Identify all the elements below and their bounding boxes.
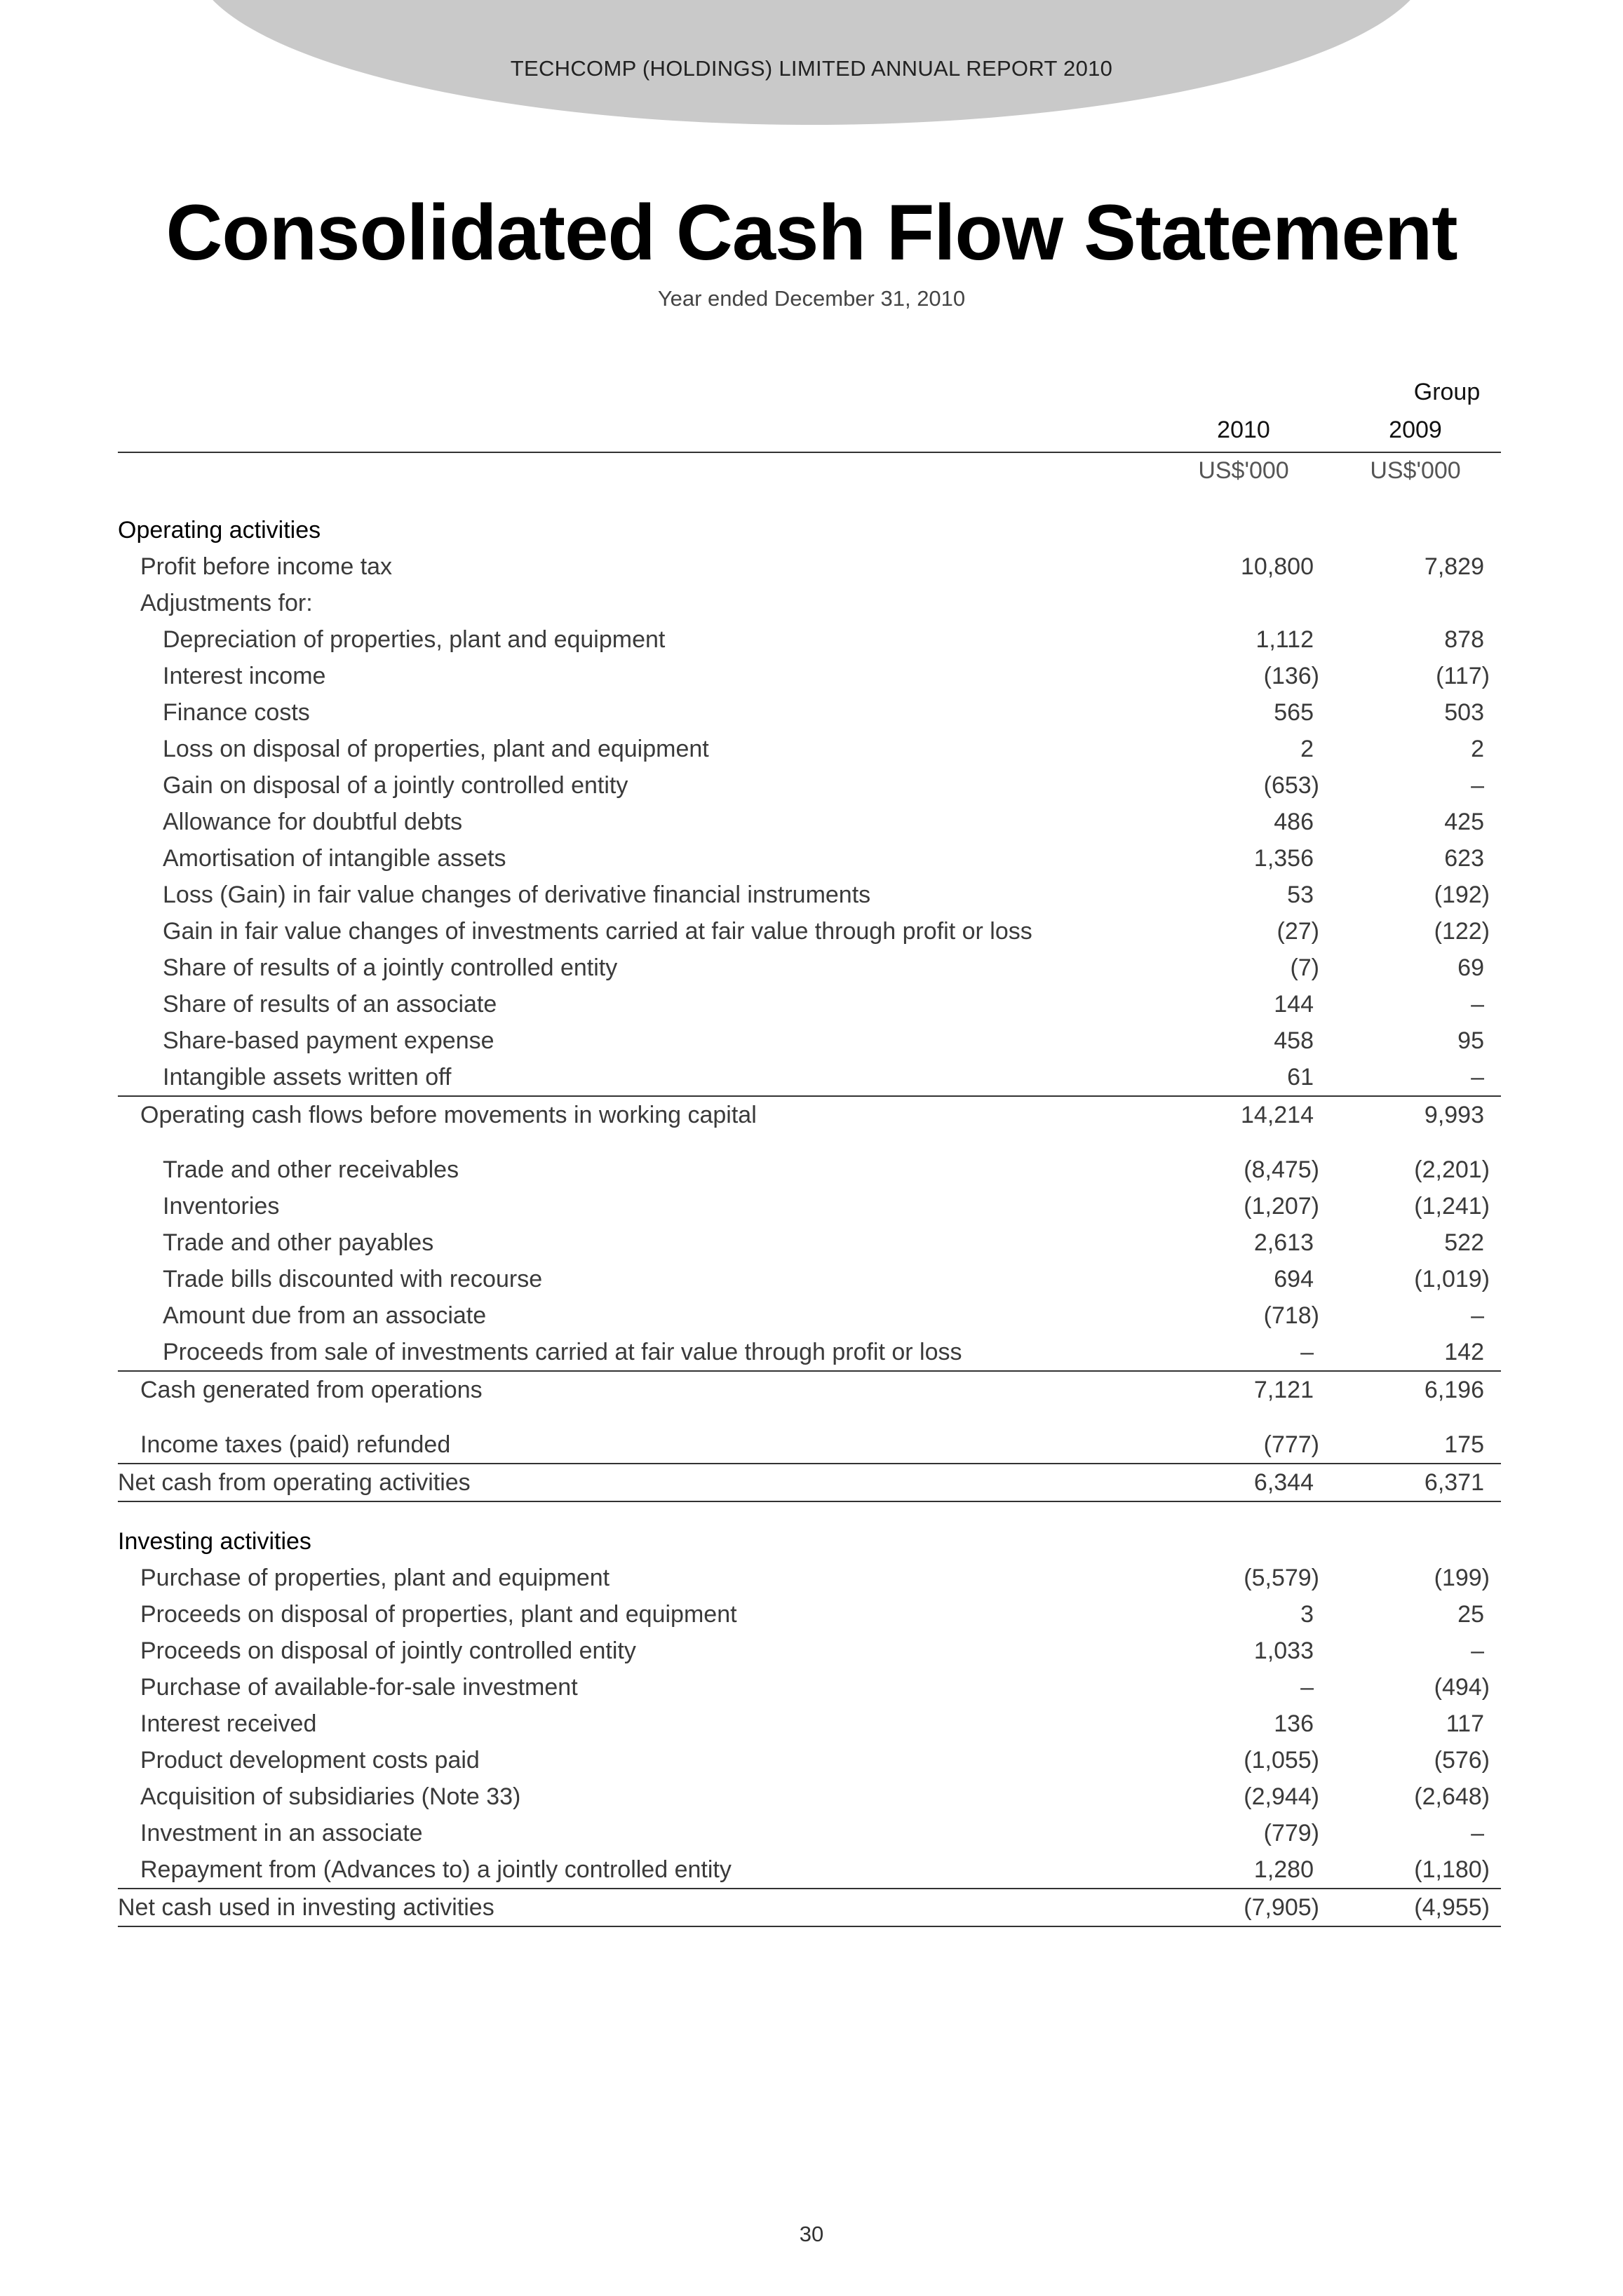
operating-cash-flows-row: Operating cash flows before movements in working capital 14,214 9,993 bbox=[118, 1095, 1501, 1133]
page-subtitle: Year ended December 31, 2010 bbox=[657, 286, 966, 311]
currency-2010-header: US$'000 bbox=[1198, 457, 1289, 484]
table-row: Proceeds from sale of investments carried at fair value through profit or loss – 142 bbox=[163, 1339, 1484, 1365]
investing-list bbox=[118, 1560, 1501, 1888]
cash-flow-statement bbox=[118, 376, 1501, 1927]
table-row: Interest income (136) (117) bbox=[163, 663, 1490, 689]
year-2009-header: 2009 bbox=[1389, 417, 1442, 443]
group-label: Group bbox=[1413, 379, 1481, 405]
table-row: Interest received 136 117 bbox=[140, 1710, 1484, 1737]
page-number: 30 bbox=[799, 2222, 824, 2246]
net-cash-investing-row: Net cash used in investing activities (7,905) (4,955) bbox=[118, 1888, 1501, 1927]
table-row: Proceeds on disposal of properties, plant and equipment 3 25 bbox=[140, 1601, 1484, 1628]
table-row: Allowance for doubtful debts 486 425 bbox=[163, 809, 1484, 835]
working-capital-list bbox=[118, 1152, 1501, 1370]
year-2010-header: 2010 bbox=[1217, 417, 1270, 443]
table-row: Share-based payment expense 458 95 bbox=[163, 1027, 1484, 1054]
table-row: Product development costs paid (1,055) (576) bbox=[140, 1747, 1490, 1774]
table-row: Trade bills discounted with recourse 694 (1,019) bbox=[163, 1266, 1490, 1292]
currency-2009-header: US$'000 bbox=[1370, 457, 1461, 484]
table-row: Finance costs 565 503 bbox=[163, 699, 1484, 726]
adjustments-label: Adjustments for: bbox=[140, 590, 313, 616]
table-row: Share of results of an associate 144 – bbox=[163, 991, 1484, 1018]
table-row: Gain on disposal of a jointly controlled entity (653) – bbox=[163, 772, 1484, 799]
table-row: Trade and other receivables (8,475) (2,201) bbox=[163, 1156, 1490, 1183]
column-group-header bbox=[118, 376, 1501, 414]
table-row: Depreciation of properties, plant and equipment 1,112 878 bbox=[163, 626, 1484, 653]
income-taxes-row: Income taxes (paid) refunded (777) 175 bbox=[140, 1431, 1484, 1458]
table-row: Repayment from (Advances to) a jointly controlled entity 1,280 (1,180) bbox=[140, 1856, 1490, 1883]
column-year-header bbox=[118, 414, 1501, 453]
table-row: Share of results of a jointly controlled entity (7) 69 bbox=[163, 954, 1484, 981]
table-row: Investment in an associate (779) – bbox=[140, 1820, 1484, 1846]
table-row: Amortisation of intangible assets 1,356 623 bbox=[163, 845, 1484, 872]
section-heading-investing: Investing activities bbox=[118, 1528, 311, 1555]
table-row: Intangible assets written off 61 – bbox=[163, 1064, 1484, 1090]
report-header: TECHCOMP (HOLDINGS) LIMITED ANNUAL REPORT 2010 bbox=[510, 56, 1113, 81]
table-row: Acquisition of subsidiaries (Note 33) (2,944) (2,648) bbox=[140, 1783, 1490, 1810]
table-row: Inventories (1,207) (1,241) bbox=[163, 1193, 1490, 1220]
table-row: Proceeds on disposal of jointly controlled entity 1,033 – bbox=[140, 1637, 1484, 1664]
table-row: Amount due from an associate (718) – bbox=[163, 1302, 1484, 1329]
section-heading-operating: Operating activities bbox=[118, 517, 321, 543]
table-row: Profit before income tax 10,800 7,829 bbox=[140, 553, 1484, 580]
table-row: Loss on disposal of properties, plant and equipment 2 2 bbox=[163, 736, 1484, 762]
table-row: Purchase of available-for-sale investment – (494) bbox=[140, 1674, 1490, 1701]
cash-generated-row: Cash generated from operations 7,121 6,196 bbox=[118, 1370, 1501, 1408]
page-title: Consolidated Cash Flow Statement bbox=[166, 189, 1457, 276]
net-cash-operating-row: Net cash from operating activities 6,344 6,371 bbox=[118, 1463, 1501, 1502]
column-currency-header bbox=[118, 453, 1501, 491]
adjustments-list bbox=[118, 621, 1501, 1095]
table-row: Loss (Gain) in fair value changes of derivative financial instruments 53 (192) bbox=[163, 882, 1490, 908]
table-row: Trade and other payables 2,613 522 bbox=[163, 1229, 1484, 1256]
table-row: Gain in fair value changes of investments carried at fair value through profit or loss (27) (122) bbox=[163, 918, 1490, 945]
table-row: Purchase of properties, plant and equipment (5,579) (199) bbox=[140, 1565, 1490, 1591]
